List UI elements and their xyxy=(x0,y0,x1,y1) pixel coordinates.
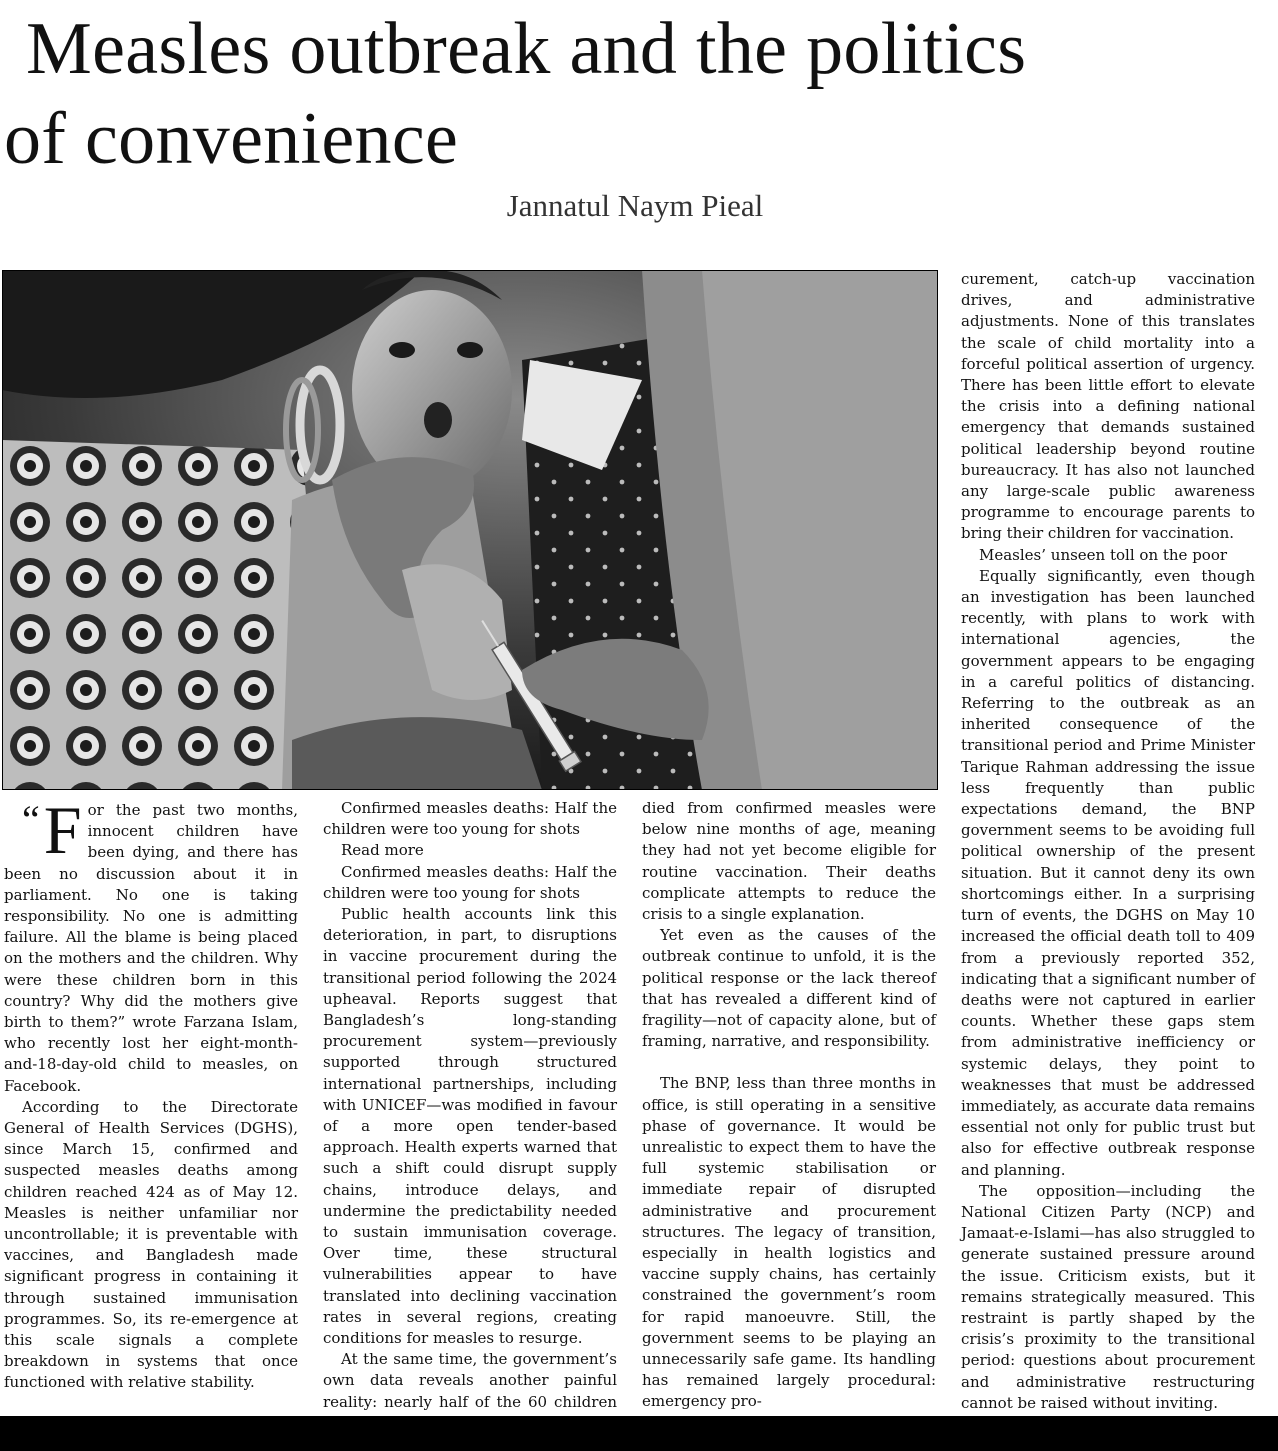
paragraph-text: or the past two months, innocent children have been dying, and there has been no discussion about it in parliament. No one is taking responsibility. No one is admitting failure. All the blame is being placed on the mothers and the children. Why were these children born in this country? Why did the mothers give birth to them?” wrote Farzana Islam, who recently lost her eight-month-and-18-day-old child to measles, on Facebook. xyxy=(4,801,298,1095)
column-4 xyxy=(961,269,1255,1414)
paragraph: died from confirmed measles were below nine months of age, meaning they had not yet become eligible for routine vaccination. Their deaths complicate attempts to reduce the crisis to a single explanation. xyxy=(642,799,936,924)
headline-line-2: of convenience xyxy=(4,98,459,180)
related-link-2[interactable]: Confirmed measles deaths: Half the children were too young for shots xyxy=(323,862,617,902)
read-more-link[interactable]: Read more xyxy=(341,841,424,860)
paragraph: At the same time, the government’s own data reveals another painful reality: nearly half of the 60 children xyxy=(323,1350,617,1411)
paragraph: Equally significantly, even though an investigation has been launched recently, with plans to work with international agencies, the government appears to be engaging in a careful politics of distancing. Referring to the outbreak as an inherited consequence of the transitional period and Prime Minister Tarique Rahman addressing the issue less frequently than public expectations demand, the BNP government seems to be avoiding full political ownership of the present situation. But it cannot deny its own shortcomings either. In a surprising turn of events, the DGHS on May 10 increased the official death toll to 409 from a previously reported 352, indicating that a significant number of deaths were not captured in earlier counts. Whether these gaps stem from administrative inefficiency or systemic delays, they point to weaknesses that must be addressed immediately, as accurate data remains essential not only for public trust but also for effective outbreak response and planning. xyxy=(961,566,1255,1179)
vaccination-photo xyxy=(2,270,938,790)
related-link-1[interactable]: Confirmed measles deaths: Half the children were too young for shots xyxy=(323,799,617,839)
byline: Jannatul Naym Pieal xyxy=(506,188,764,223)
column-2 xyxy=(323,798,617,1434)
bottom-bar xyxy=(0,1416,1278,1451)
paragraph: The BNP, less than three months in office, is still operating in a sensitive phase of governance. It would be unrealistic to expect them to have the full systemic stabilisation or immediate repair of disrupted administrative and procurement structures. The legacy of transition, especially in health logistics and vaccine supply chains, has certainly constrained the government’s room for rapid manoeuvre. Still, the government seems to be playing an unnecessarily safe game. Its handling has remained largely procedural: emergency pro- xyxy=(642,1074,936,1411)
paragraph: curement, catch-up vaccination drives, and administrative adjustments. None of this translates the scale of child mortality into a forceful political assertion of urgency. There has been little effort to elevate the crisis into a defining national emergency that demands sustained political leadership beyond routine bureaucracy. It has also not launched any large-scale public awareness programme to encourage parents to bring their children for vaccination. xyxy=(961,270,1255,543)
paragraph: The opposition—including the National Citizen Party (NCP) and Jamaat-e-Islami—has also struggled to generate sustained pressure around the issue. Criticism exists, but it remains strategically measured. This restraint is partly shaped by the crisis’s proximity to the transitional period: questions about procurement and administrative restructuring cannot be raised without inviting. xyxy=(961,1181,1255,1412)
quote-mark: “ xyxy=(22,797,40,842)
paragraph-opening xyxy=(4,792,298,1097)
paragraph: Public health accounts link this deterioration, in part, to disruptions in vaccine procurement during the transitional period following the 2024 upheaval. Reports suggest that Bangladesh’s long-standing procurement system—previously supported through structured international partnerships, including with UNICEF—was modified in favour of a more open tender-based approach. Health experts warned that such a shift could disrupt supply chains, introduce delays, and undermine the predictability needed to sustain immunisation coverage. Over time, these structural vulnerabilities appear to have translated into declining vaccination rates in several regions, creating conditions for measles to resurge. xyxy=(323,905,617,1348)
paragraph: According to the Directorate General of Health Services (DGHS), since March 15, confirmed and suspected measles deaths among children reached 424 as of May 12. Measles is neither unfamiliar nor uncontrollable; it is preventable with vaccines, and Bangladesh made significant progress in containing it through sustained immunisation programmes. So, its re-emergence at this scale signals a complete breakdown in systems that once functioned with relative stability. xyxy=(4,1097,298,1392)
column-3 xyxy=(642,798,936,1413)
column-1 xyxy=(4,792,298,1394)
drop-cap: F xyxy=(43,792,82,868)
paragraph: Yet even as the causes of the outbreak continue to unfold, it is the political response or the lack thereof that has revealed a different kind of fragility—not of capacity alone, but of framing, narrative, and responsibility. xyxy=(642,926,936,1051)
vaccination-photo-icon xyxy=(2,270,938,790)
headline-line-1: Measles outbreak and the politics xyxy=(26,8,1027,90)
subheading: Measles’ unseen toll on the poor xyxy=(979,545,1228,564)
headline xyxy=(4,4,1274,184)
